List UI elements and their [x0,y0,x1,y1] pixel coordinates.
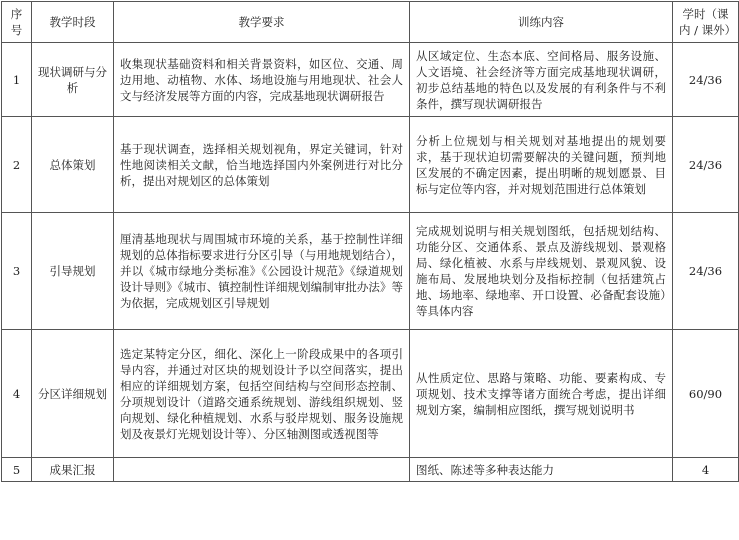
cell-no: 3 [2,213,32,330]
cell-content: 图纸、陈述等多种表达能力 [410,458,673,482]
cell-hours: 24/36 [673,117,739,213]
cell-requirement: 选定某特定分区，细化、深化上一阶段成果中的各项引导内容，并通过对区块的规划设计予以空间落实，提出相应的详细规划方案，包括空间结构与空间形态控制、分项规划设计（道路交通系统规划、游线组织规划、竖向规划、绿化种植规划、水系与驳岸规划、服务设施规划及夜景灯光规划设计等）、分区轴测图或透视图等 [114,330,410,458]
table-header-row [2,2,739,43]
curriculum-table [1,1,739,482]
cell-content: 完成规划说明与相关规划图纸，包括规划结构、功能分区、交通体系、景点及游线规划、景观格局、绿化植被、水系与岸线规划、景观风貌、设施布局、发展地块划分及指标控制（包括建筑占地、场地率、绿地率、开口设置、必备配套设施）等具体内容 [410,213,673,330]
cell-no: 2 [2,117,32,213]
cell-period: 现状调研与分析 [32,43,114,117]
table-row [2,43,739,117]
cell-content: 分析上位规划与相关规划对基地提出的规划要求，基于现状迫切需要解决的关键问题，预判地区发展的不确定因素，提出明晰的规划愿景、目标与定位等内容，并对规划范围进行总体策划 [410,117,673,213]
cell-requirement: 厘清基地现状与周围城市环境的关系，基于控制性详细规划的总体指标要求进行分区引导（与用地规划结合），并以《城市绿地分类标准》《公园设计规范》《绿道规划设计导则》《城市、镇控制性详细规划编制审批办法》等为依据，完成规划区引导规划 [114,213,410,330]
header-period: 教学时段 [32,2,114,43]
cell-content: 从性质定位、思路与策略、功能、要素构成、专项规划、技术支撑等诸方面统合考虑，提出详细规划方案，编制相应图纸，撰写规划说明书 [410,330,673,458]
cell-requirement: 收集现状基础资料和相关背景资料，如区位、交通、周边用地、动植物、水体、场地设施与用地现状、社会人文与经济发展等方面的内容，完成基地现状调研报告 [114,43,410,117]
cell-requirement: 基于现状调查，选择相关规划视角，界定关键词，针对性地阅读相关文献，恰当地选择国内外案例进行对比分析，提出对规划区的总体策划 [114,117,410,213]
table-row [2,458,739,482]
header-hours: 学时（课内 / 课外） [673,2,739,43]
cell-requirement [114,458,410,482]
header-no: 序号 [2,2,32,43]
table-row [2,213,739,330]
cell-no: 5 [2,458,32,482]
cell-no: 1 [2,43,32,117]
table-row [2,330,739,458]
table-row [2,117,739,213]
cell-period: 总体策划 [32,117,114,213]
cell-hours: 60/90 [673,330,739,458]
cell-hours: 24/36 [673,43,739,117]
cell-period: 分区详细规划 [32,330,114,458]
cell-period: 引导规划 [32,213,114,330]
cell-hours: 4 [673,458,739,482]
cell-hours: 24/36 [673,213,739,330]
cell-content: 从区域定位、生态本底、空间格局、服务设施、人文语境、社会经济等方面完成基地现状调研，初步总结基地的特色以及发展的有利条件与不利条件，撰写现状调研报告 [410,43,673,117]
cell-period: 成果汇报 [32,458,114,482]
header-content: 训练内容 [410,2,673,43]
cell-no: 4 [2,330,32,458]
header-requirement: 教学要求 [114,2,410,43]
